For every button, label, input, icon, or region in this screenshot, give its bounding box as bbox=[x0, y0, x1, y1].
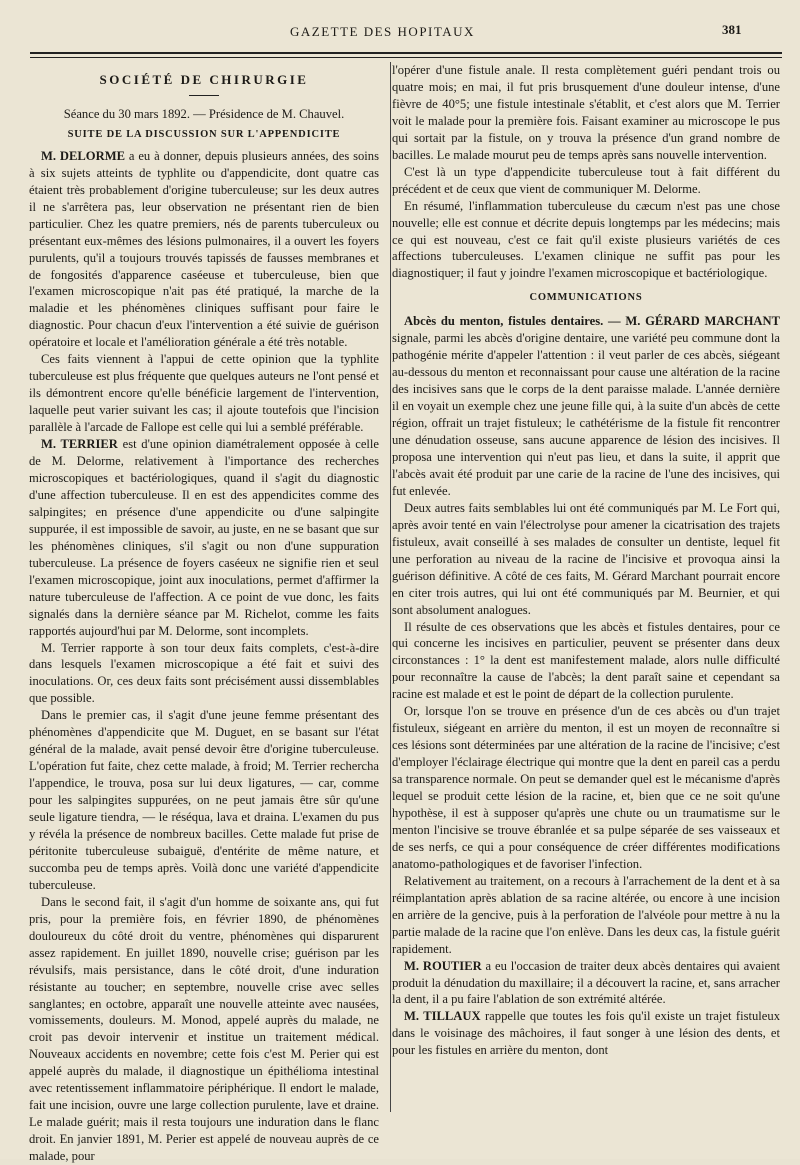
paragraph: Or, lorsque l'on se trouve en présence d'un de ces abcès ou d'un trajet fistuleux, siégeant en arrière du menton, il est un moyen de reconnaître si ces lésions sont déterminées par une altération de la racine de l'incisive; c'est d'employer l'éclairage électrique qui montre que la dent en pareil cas a perdu sa transparence normale. On peut se demander quel est le mécanisme d'après lequel se produit cette lésion de la racine, et, bien que ce ne soit qu'une hypothèse, il est à supposer qu'après une chute ou un traumatisme sur le menton l'incisive se trouve ébranlée et sa pulpe séparée de ses vaisseaux et de ses nerfs, ce qui a pour conséquence de créer différentes modifications anatomo-pathologiques et de favoriser l'infection. bbox=[392, 704, 780, 871]
communications-heading: COMMUNICATIONS bbox=[529, 292, 643, 304]
paragraph: Dans le premier cas, il s'agit d'une jeune femme présentant des phénomènes d'appendicite que M. Duguet, en se basant sur l'état général de la malade, avait pensé devoir être d'origine tuberculeuse. L'opération fut faite, chez cette malade, à froid; M. Terrier rechercha l'appendice, le trouva, posa sur lui deux ligatures, — car, comme pour les salpingites suppurées, on ne peut jamais être sûr qu'une seule ligature tiendra, — le réséqua, lava et draina. L'examen du pus y révéla la présence de nombreux bacilles. Cette malade fut prise de péritonite tuberculeuse subaiguë, d'entérite de même nature, et succomba peu de temps après. Voilà donc une variété d'appendicite tuberculeuse. bbox=[29, 708, 379, 892]
right-column bbox=[392, 62, 780, 1059]
column-separator bbox=[390, 62, 391, 1112]
paragraph: Ces faits viennent à l'appui de cette opinion que la typhlite tuberculeuse est plus fréquente que quelques auteurs ne l'ont pensé et ils démontrent encore qu'elle bénéficie largement de l'intervention, laquelle peut varier suivant les cas; il ajoute toutefois que l'incision parallèle à l'arcade de Fallope est celle qui lui a semblé préférable. bbox=[29, 352, 379, 435]
speaker-name: M. TILLAUX bbox=[404, 1009, 481, 1024]
page-number: 381 bbox=[722, 22, 742, 37]
seance-line: Séance du 30 mars 1892. — Présidence de M. Chauvel. bbox=[63, 106, 345, 121]
running-header bbox=[0, 24, 800, 44]
paragraph: M. TERRIER est d'une opinion diamétralement opposée à celle de M. Delorme, relativement à l'importance des recherches microscopiques et bactériologiques, quand il s'agit du diagnostic d'une affection tuberculeuse. Il en est des appendicites comme des salpingites; en présence d'une appendicite ou d'une salpingite suppurée, il est impossible de savoir, au juste, en ne se basant que sur les phénomènes cliniques, s'il s'agit ou non d'une suppuration tuberculeuse. La présence de foyers caséeux ne signifie rien et seul l'examen microscopique, joint aux inoculations, permet d'affirmer la nature tuberculeuse de l'affection. A ce point de vue donc, les faits signalés dans la dernière séance par M. Richelot, comme les faits rapportés aujourd'hui par M. Delorme, sont incomplets. bbox=[29, 437, 379, 638]
speaker-name: M. DELORME bbox=[41, 148, 125, 163]
paragraph: Deux autres faits semblables lui ont été communiqués par M. Le Fort qui, après avoir tenté en vain l'électrolyse pour amener la cicatrisation des trajets fistuleux, avait conseillé à ses malades de consulter un dentiste, lequel fit une perforation au niveau de la racine de l'incisive et provoqua ainsi la guérison définitive. A côté de ces faits, M. Gérard Marchant pourrait encore en citer trois autres, qui lui ont été communiqués par M. Beurnier, et qui sont absolument analogues. bbox=[392, 500, 780, 617]
paragraph: Il résulte de ces observations que les abcès et fistules dentaires, pour ce qui concerne les incisives en particulier, peuvent se présenter dans deux circonstances : 1° la dent est manifestement malade, alors nulle difficulté pour reconnaître la cause de l'abcès; la dent paraît saine et cependant sa racine est malade et est le point de départ de la collection purulente. bbox=[392, 619, 780, 702]
left-column bbox=[29, 62, 379, 1165]
article-heading: Abcès du menton, fistules dentaires. — bbox=[404, 314, 626, 329]
speaker-name: M. ROUTIER bbox=[404, 958, 482, 973]
paragraph: C'est là un type d'appendicite tuberculeuse tout à fait différent du précédent et de ceux que vient de communiquer M. Delorme. bbox=[392, 164, 780, 196]
section-title: SOCIÉTÉ DE CHIRURGIE bbox=[99, 72, 309, 87]
header-rule-thin bbox=[30, 57, 782, 58]
paragraph: Relativement au traitement, on a recours à l'arrachement de la dent et à sa réimplantation après ablation de sa racine altérée, ou encore à une incision en arrière de la gencive, puis à la perforation de l'alvéole pour mettre à nu la partie malade de la racine que l'on enlève. Dans les deux cas, la fistule guérit rapidement. bbox=[392, 873, 780, 956]
discussion-subtitle: SUITE DE LA DISCUSSION SUR L'APPENDICITE bbox=[67, 128, 341, 140]
journal-title: GAZETTE DES HOPITAUX bbox=[290, 24, 475, 39]
paragraph: l'opérer d'une fistule anale. Il resta complètement guéri pendant trois ou quatre mois; en mai, il fut pris brusquement d'une douleur intense, d'une fièvre de 40°5; une fistule intestinale s'établit, et c'est alors que M. Terrier voit le malade pour la première fois. Faisant examiner au microscope le pus qui sortait par la fistule, on y trouva la présence d'un grand nombre de bacilles. Le malade mourut peu de temps après sans nouvelle intervention. bbox=[392, 63, 780, 162]
paragraph: Abcès du menton, fistules dentaires. — M. GÉRARD MARCHANT signale, parmi les abcès d'origine dentaire, une variété peu commune dont la pathogénie mérite d'appeler l'attention : il veut parler de ces abcès, siégeant au-dessous du menton et reconnaissant pour cause une altération de la racine des incisives sans que le corps de la dent paraisse malade. L'année dernière il en voyait un exemple chez une jeune fille qui, à la suite d'un abcès de cette région, offrait un trajet fistuleux; le cathétérisme de la fistule fit rencontrer une dénudation osseuse, sans aucune apparence de lésion des incisives. Il proposa une intervention qui n'eut pas lieu, et dans la suite, il apprit que l'abcès avait été produit par une carie de la racine de l'une des incisives, qui fut enlevée. bbox=[392, 314, 780, 498]
header-rule-thick bbox=[30, 52, 782, 54]
title-rule bbox=[189, 95, 219, 96]
speaker-name: M. GÉRARD MARCHANT bbox=[625, 314, 780, 329]
speaker-name: M. TERRIER bbox=[41, 437, 118, 452]
paragraph: En résumé, l'inflammation tuberculeuse du cæcum n'est pas une chose nouvelle; elle est connue et décrite depuis longtemps par les médecins; mais ce qui est nouveau, c'est ce fait qu'il existe plusieurs variétés de ces affections tuberculeuses. L'examen clinique ne suffit pas pour les diagnostiquer; il faut y joindre l'examen microscopique et bactériologique. bbox=[392, 198, 780, 281]
paragraph: M. TILLAUX rappelle que toutes les fois qu'il existe un trajet fistuleux dans le voisinage des mâchoires, il faut songer à une lésion des dents, et pour les fistules en arrière du menton, dont bbox=[392, 1009, 780, 1058]
paragraph: M. Terrier rapporte à son tour deux faits complets, c'est-à-dire dans lesquels l'examen microscopique a été fait et suivi des inoculations. Or, ces deux faits sont précisément aussi dissemblables que possible. bbox=[29, 640, 379, 706]
paragraph: M. ROUTIER a eu l'occasion de traiter deux abcès dentaires qui avaient produit la dénudation du maxillaire; il a découvert la racine, et, sans arracher la dent, il a pu faire l'ablation de son extrémité altérée. bbox=[392, 958, 780, 1007]
paragraph: M. DELORME a eu à donner, depuis plusieurs années, des soins à six sujets atteints de typhlite ou d'appendicite, dont quatre cas étaient très probablement d'origine tuberculeuse; sur les deux autres il ne s'arrêtera pas, leur observation ne présentant rien de bien particulier. Chez les quatre premiers, nés de parents tuberculeux ou présentant eux-mêmes des lésions pulmonaires, il a ouvert les foyers purulents, qu'il a toujours trouvés tapissés de fausses membranes et de fongosités d'apparence caséeuse et tuberculeuse, bien que l'examen microscopique n'ait pas été pratiqué, la marche de la maladie et les phénomènes cliniques suffisant pour faire le diagnostic. Pour chacun d'eux l'intervention a été suivie de guérison opératoire et locale et l'amélioration générale a été très notable. bbox=[29, 148, 379, 350]
paragraph: Dans le second fait, il s'agit d'un homme de soixante ans, qui fut pris, pour la première fois, en février 1890, de phénomènes douloureux du côté droit du ventre, phénomènes qui disparurent assez rapidement. En juillet 1890, nouvelle crise; guérison par les révulsifs, mais persistance, dans le côté droit, d'une induration résistante au toucher; en septembre, nouvelle crise avec selles sanglantes; en octobre, apparaît une nouvelle atteinte avec nausées, vomissements, douleurs. M. Monod, appelé auprès du malade, ne croit pas devoir intervenir et institue un traitement médical. Nouveaux accidents en novembre; cette fois c'est M. Perier qui est appelé auprès du malade, il diagnostique un épithélioma intestinal avec retentissement inflammatoire périphérique. Il endort le malade, fait une incision, ouvre une large collection purulente, lave et draine. Le malade guérit; mais il resta toujours une induration dans le flanc droit. En janvier 1891, M. Perier est appelé de nouveau auprès de ce malade, pour bbox=[29, 894, 379, 1164]
